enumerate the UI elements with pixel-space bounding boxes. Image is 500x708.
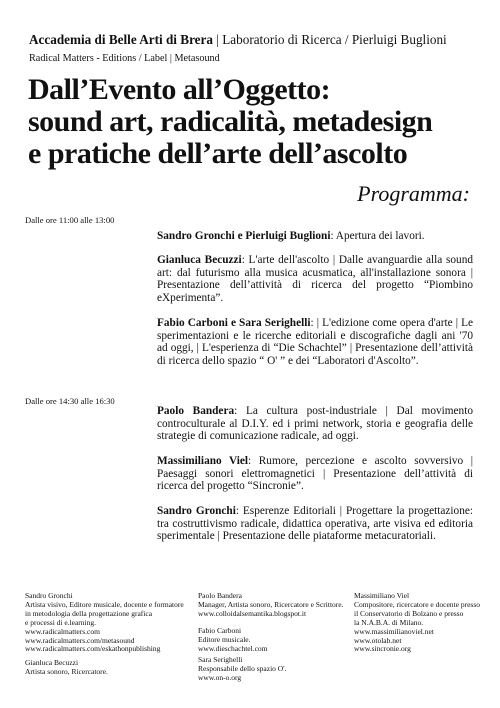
item-description: : Rumore, percezione e ascolto sovversivo | Paesaggi sonori elettromagnetici | Presentazione dell’attività di ricerca del progetto “Sincronie”. <box>157 455 473 493</box>
institution-name: Accademia di Belle Arti di Brera <box>29 32 213 47</box>
credit-line: Sara Serighelli <box>198 655 243 664</box>
credit-line: la N.A.B.A. di Milano. <box>354 617 424 627</box>
credit-line: il Conservatorio di Bolzano e presso <box>354 608 464 618</box>
program-item <box>157 230 473 243</box>
credit-link[interactable]: www.radicalmatters.com <box>25 626 100 636</box>
credit-line: Massimiliano Viel <box>354 591 410 600</box>
program-item <box>157 505 473 543</box>
item-description: : Esperenze Editoriali | Progettare la progettazione: tra costruttivismo radicale, didattica operativa, arte visiva ed editoria sperimentale | Presentazione delle piataforme metacuratoriali. <box>157 505 473 543</box>
footer-credit-serighelli <box>198 656 286 683</box>
credit-link[interactable]: www.massimilianoviel.net <box>354 626 434 636</box>
credit-line: Fabio Carboni <box>198 626 242 635</box>
speaker-name: Paolo Bandera <box>157 405 235 417</box>
credit-link[interactable]: www.colloidalsemantika.blogspot.it <box>198 608 307 618</box>
title-line-3: e pratiche dell’arte dell’ascolto <box>28 137 408 170</box>
session-time-afternoon: Dalle ore 14:30 alle 16:30 <box>25 396 115 406</box>
credit-line: Editore musicale. <box>198 634 251 644</box>
session-time-morning: Dalle ore 11:00 alle 13:00 <box>25 215 115 225</box>
credit-link[interactable]: www.sincronie.org <box>354 644 411 654</box>
credit-line: Responsabile dello spazio O'. <box>198 663 287 673</box>
item-description: : | L'edizione come opera d'arte | Le sperimentazioni e le ricerche editoriali e discografiche dagli ani '70 ad oggi, | L'esperienza di “Die Schachtel” | Presentazione dell’attività di ricerca dello spazio “ O' ” e dei “Laboratori d'Ascolto”. <box>157 317 473 367</box>
footer-credit-becuzzi <box>25 659 108 677</box>
speaker-name: Gianluca Becuzzi <box>157 254 242 266</box>
credit-line: Gianluca Becuzzi <box>25 658 79 667</box>
header-subline: Radical Matters - Editions / Label | Metasound <box>29 53 220 64</box>
program-subtitle: Programma: <box>357 181 470 206</box>
credit-link[interactable]: www.otolab.net <box>354 635 402 645</box>
program-item <box>157 455 473 493</box>
footer-credit-bandera <box>198 592 343 619</box>
credit-link[interactable]: www.dieschachtel.com <box>198 643 268 653</box>
credit-line: in metodologia della progettazione grafica <box>25 608 153 618</box>
program-item <box>157 405 473 443</box>
speaker-name: Sandro Gronchi <box>157 505 236 517</box>
title-line-1: Dall’Evento all’Oggetto: <box>28 73 331 106</box>
title-line-2: sound art, radicalità, metadesign <box>28 105 433 138</box>
program-item <box>157 317 473 367</box>
item-description: : La cultura post-industriale | Dal movimento controculturale al D.I.Y. ed i primi network, storia e geografia delle strategie di comunicazione radicale, ad oggi. <box>157 405 473 443</box>
credit-link[interactable]: www.radicalmatters.com/metasound <box>25 635 135 645</box>
footer-credit-gronchi <box>25 592 184 654</box>
credit-line: Manager, Artista sonoro, Ricercatore e Scrittore. <box>198 599 344 609</box>
credit-line: Compositore, ricercatore e docente presso <box>354 599 480 609</box>
credit-line: Artista visivo, Editore musicale, docente e formatore <box>25 599 184 609</box>
credit-line: e processi di e.learning. <box>25 617 97 627</box>
credit-link[interactable]: www.on-o.org <box>198 672 242 682</box>
speaker-name: Fabio Carboni e Sara Serighelli <box>157 317 311 329</box>
credit-line: Paolo Bandera <box>198 591 242 600</box>
footer-credit-carboni <box>198 627 268 654</box>
lab-name: | Laboratorio di Ricerca / Pierluigi Buglioni <box>212 32 447 47</box>
program-item <box>157 254 473 304</box>
speaker-name: Massimiliano Viel <box>157 455 249 467</box>
header-line <box>29 32 447 48</box>
item-description: : L'arte dell'ascolto | Dalle avanguardie alla sound art: dal futurismo alla musica acusmatica, all'installazione sonora | Presentazione dell’attività di ricerca del progetto “Piombino eXperimenta”. <box>157 254 473 304</box>
page-title <box>28 74 432 170</box>
credit-line: Sandro Gronchi <box>25 591 73 600</box>
footer-credit-viel <box>354 592 480 654</box>
item-description: : Apertura dei lavori. <box>330 230 425 242</box>
speaker-name: Sandro Gronchi e Pierluigi Buglioni <box>157 230 331 242</box>
credit-link[interactable]: www.radicalmatters.com/eskathonpublishing <box>25 644 161 654</box>
credit-line: Artista sonoro, Ricercatore. <box>25 666 108 676</box>
